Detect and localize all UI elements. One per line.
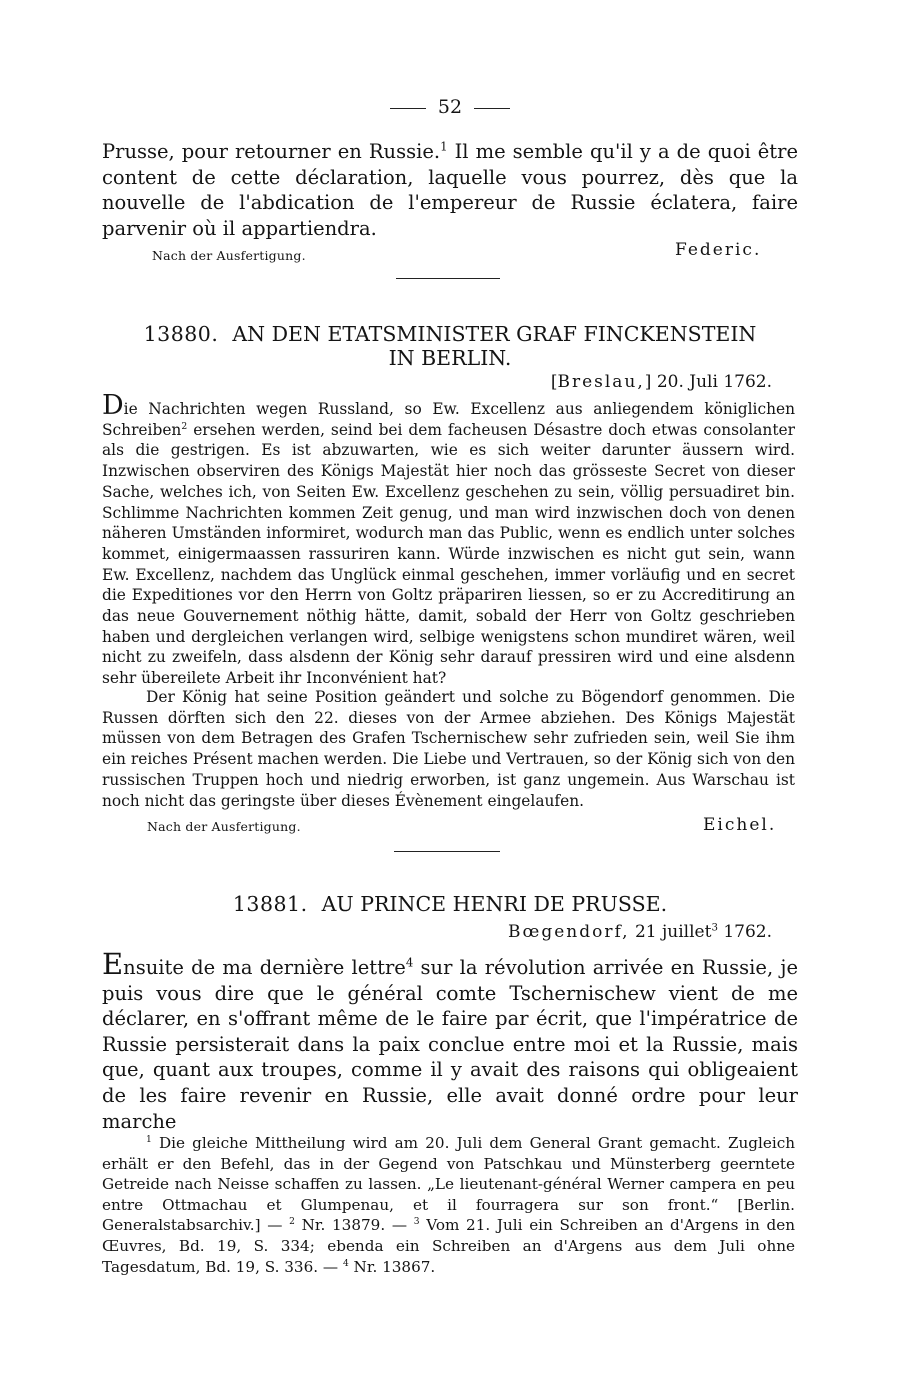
letter-dateline [551, 372, 772, 392]
letter-body-paragraph-2: Der König hat seine Position geändert und solche zu Bögendorf genommen. Die Russen dörften sich den 22. dieses von der Armee abziehen. Des Königs Majestät müssen von dem Betragen des Grafen Tschernischew sehr zufrieden sein, weil Sie ihm ein reiches Présent machen werden. Die Liebe und Vertrauen, so der König sich von den russischen Truppen hoch und niedrig erworben, ist ganz ungemein. Aus Warschau ist noch nicht das geringste über dieses Évènement eingelaufen. [102, 688, 795, 810]
footnote-3-mark: 3 [413, 1217, 420, 1228]
header-dash-right [474, 108, 510, 109]
letter-body-paragraph-3 [102, 947, 798, 1134]
footnote-ref-3: 3 [711, 922, 718, 934]
bracket-open: [ [550, 372, 558, 392]
footnote-ref-4: 4 [405, 955, 414, 970]
footnote-4-text: Nr. 13867. [348, 1257, 436, 1276]
letter-title-2: AU PRINCE HENRI DE PRUSSE. [321, 892, 668, 916]
footnote-ref-1: 1 [440, 139, 448, 154]
footnote-4-mark: 4 [342, 1258, 349, 1269]
letter-place: Breslau, [557, 372, 645, 392]
drop-cap: D [102, 390, 124, 421]
page-header [0, 96, 900, 118]
continuation-paragraph [102, 139, 798, 241]
bracket-close: ] [644, 372, 652, 392]
footnote-1-mark: 1 [146, 1134, 152, 1145]
source-note-2: Nach der Ausfertigung. [147, 819, 301, 834]
source-note: Nach der Ausfertigung. [152, 248, 306, 263]
footnote-3-text: Vom 21. Juli ein Schreiben an d'Argens in den Œuvres, Bd. 19, S. 334; ebenda ein Schreiben an d'Argens aus dem Juli ohne Tagesdatum, Bd. 19, S. 336. — [102, 1216, 795, 1276]
letter-heading [102, 321, 798, 347]
drop-cap-2: E [102, 947, 124, 981]
letter-place-2: Bœgendorf, [508, 922, 630, 942]
letter-body-text-d: sur la révolution arrivée en Russie, je puis vous dire que le général comte Tschernischew vient de me déclarer, en s'offrant même de le faire par écrit, que l'impératrice de Russie persisterait dans la paix conclue entre moi et la Russie, mais que, quant aux troupes, comme il y avait des raisons qui obligeaient de les faire revenir en Russie, elle avait donné ordre pour leur marche [102, 956, 798, 1133]
letter-body-text-c: nsuite de ma dernière lettre [123, 956, 406, 979]
letter-title-line2: IN BERLIN. [388, 346, 512, 370]
signature-2: Eichel. [703, 815, 777, 835]
letter-heading-2 [102, 891, 798, 917]
letter-date-2b: 1762. [717, 922, 772, 942]
letter-dateline-2 [508, 922, 772, 942]
page-number: 52 [437, 96, 463, 118]
signature: Federic. [675, 240, 762, 260]
continuation-text-b: Il me semble qu'il y a de quoi être content de cette déclaration, laquelle vous pourrez, dès que la nouvelle de l'abdication de l'empereur de Russie éclatera, faire parvenir où il appartiendra. [102, 140, 799, 240]
letter-heading-line2 [102, 345, 798, 371]
letter-body-text-a: ie Nachrichten wegen Russland, so Ew. Excellenz aus anliegendem königlichen Schreiben [102, 400, 795, 439]
letter-number: 13880. [143, 322, 219, 346]
continuation-text-a: Prusse, pour retourner en Russie. [102, 140, 441, 163]
footnote-2-text: Nr. 13879. — [294, 1216, 414, 1235]
letter-title-line1: AN DEN ETATSMINISTER GRAF FINCKENSTEIN [232, 322, 757, 346]
footnote-2-mark: 2 [289, 1217, 295, 1228]
footnote-1-text: Die gleiche Mittheilung wird am 20. Juli dem General Grant gemacht. Zugleich erhält er den Befehl, das in der Gegend von Patschkau und Münsterberg geerntete Getreide nach Neisse schaffen zu lassen. „Le lieutenant-général Werner campera en peu entre Ottmachau et Glumpenau, et il fourragera sur son front.“ [Berlin. Generalstabsarchiv.] — [102, 1134, 795, 1235]
footnotes [102, 1133, 795, 1277]
header-dash-left [390, 108, 426, 109]
letter-date: 20. Juli 1762. [651, 372, 772, 392]
letter-body-paragraph [102, 390, 795, 689]
section-divider-2 [394, 851, 500, 852]
letter-date-2a: 21 juillet [629, 922, 712, 942]
letter-number-2: 13881. [232, 892, 308, 916]
section-divider [396, 278, 500, 279]
footnote-ref-2: 2 [181, 420, 188, 432]
letter-body-text-b: ersehen werden, seind bei dem facheusen Désastre doch etwas consolanter als die gestrigen. Es ist abzuwarten, wie es sich weiter darunter äussern wird. Inzwischen observiren des Königs Majestät hier noch das grösseste Secret von dieser Sache, welches ich, von Seiten Ew. Excellenz geschehen zu sein, völlig persuadiret bin. Schlimme Nachrichten kommen Zeit genug, und man wird inzwischen doch von denen näheren Umständen informiret, wodurch man das Public, wenn es endlich unter solches kommet, einigermaassen rassuriren kann. Würde inzwischen es nicht gut sein, wann Ew. Excellenz, nachdem das Unglück einmal geschehen, immer vorläufig und en secret die Expeditiones vor den Herrn von Goltz präpariren liessen, so er zu Accreditirung an das neue Gouvernement nöthig hätte, damit, sobald der Herr von Goltz geschrieben haben und dergleichen verlangen wird, selbige wenigstens schon mundiret wären, weil nicht zu zweifeln, dass alsdenn der König sehr darauf pressiren wird und eine alsdenn sehr übereilete Arbeit ihr Inconvénient hat? [102, 420, 795, 688]
